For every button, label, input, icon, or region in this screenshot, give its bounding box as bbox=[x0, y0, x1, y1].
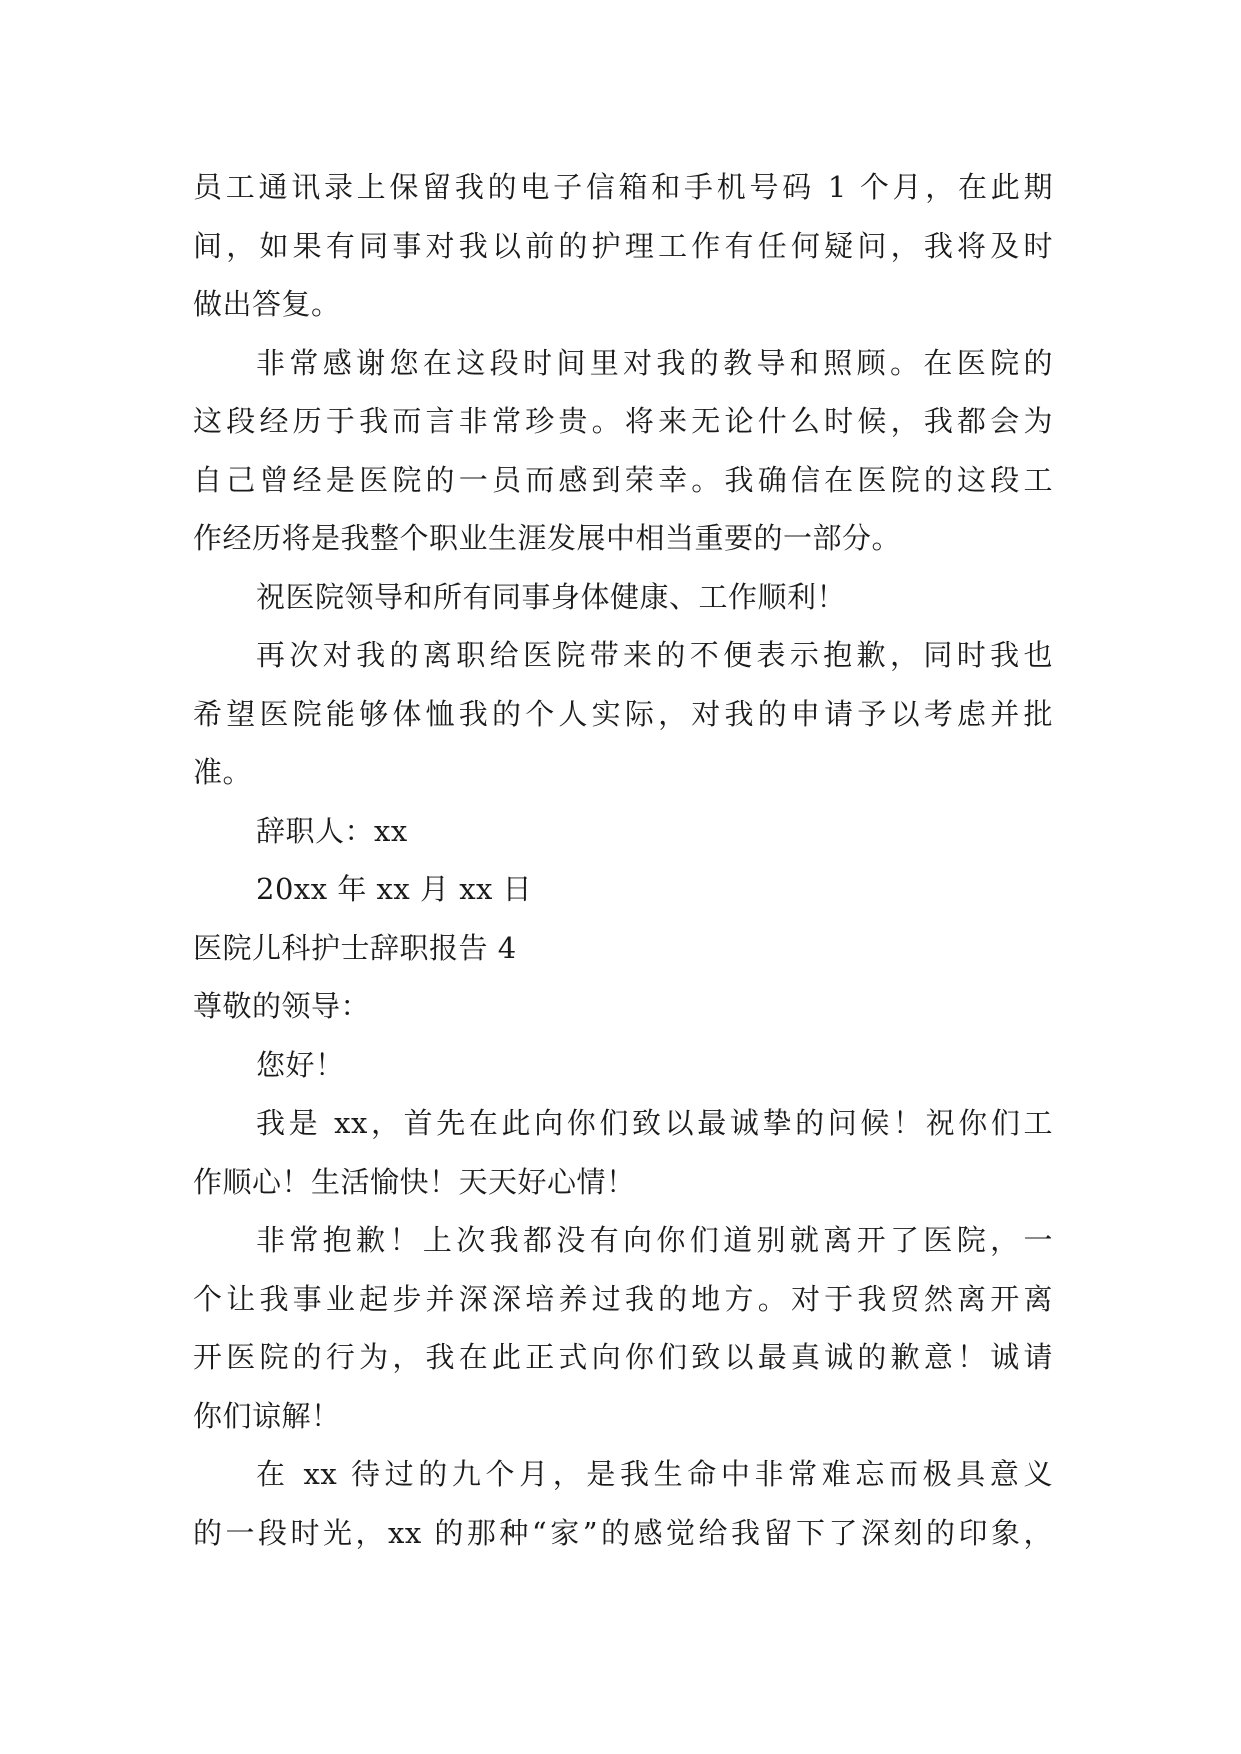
greeting: 您好！ bbox=[256, 1047, 345, 1082]
text-line: 的一段时光，xx 的那种“家”的感觉给我留下了深刻的印象， bbox=[193, 1515, 1053, 1550]
text-line: 间，如果有同事对我以前的护理工作有任何疑问，我将及时 bbox=[193, 228, 1053, 263]
text-line: 开医院的行为，我在此正式向你们致以最真诚的歉意！诚请 bbox=[193, 1340, 1053, 1374]
salutation: 尊敬的领导： bbox=[193, 989, 371, 1023]
text-line: 自己曾经是医院的一员而感到荣幸。我确信在医院的这段工 bbox=[193, 462, 1053, 497]
paragraph-start-line: 非常感谢您在这段时间里对我的教导和照顾。在医院的 bbox=[256, 345, 1053, 380]
paragraph-start-line: 在 xx 待过的九个月，是我生命中非常难忘而极具意义 bbox=[256, 1457, 1053, 1491]
text-line: 员工通讯录上保留我的电子信箱和手机号码 1 个月，在此期 bbox=[193, 170, 1053, 204]
text-line: 准。 bbox=[193, 755, 253, 789]
section-title: 医院儿科护士辞职报告 4 bbox=[193, 930, 517, 965]
signature-line: 辞职人：xx bbox=[256, 813, 408, 848]
text-line: 作经历将是我整个职业生涯发展中相当重要的一部分。 bbox=[193, 521, 902, 555]
text-line: 希望医院能够体恤我的个人实际，对我的申请予以考虑并批 bbox=[193, 696, 1053, 731]
text-line: 你们谅解！ bbox=[193, 1398, 341, 1433]
date-line: 20xx 年 xx 月 xx 日 bbox=[256, 872, 533, 906]
paragraph-start-line: 我是 xx，首先在此向你们致以最诚挚的问候！祝你们工 bbox=[256, 1106, 1053, 1140]
text-line: 做出答复。 bbox=[193, 287, 341, 321]
document-body bbox=[193, 158, 1053, 1562]
text-line: 这段经历于我而言非常珍贵。将来无论什么时候，我都会为 bbox=[193, 404, 1053, 438]
text-line: 个让我事业起步并深深培养过我的地方。对于我贸然离开离 bbox=[193, 1281, 1053, 1316]
paragraph-start-line: 再次对我的离职给医院带来的不便表示抱歉，同时我也 bbox=[256, 638, 1053, 672]
paragraph-start-line: 非常抱歉！上次我都没有向你们道别就离开了医院，一 bbox=[256, 1223, 1053, 1257]
paragraph-start-line: 祝医院领导和所有同事身体健康、工作顺利！ bbox=[256, 579, 847, 614]
text-line: 作顺心！生活愉快！天天好心情！ bbox=[193, 1164, 636, 1199]
